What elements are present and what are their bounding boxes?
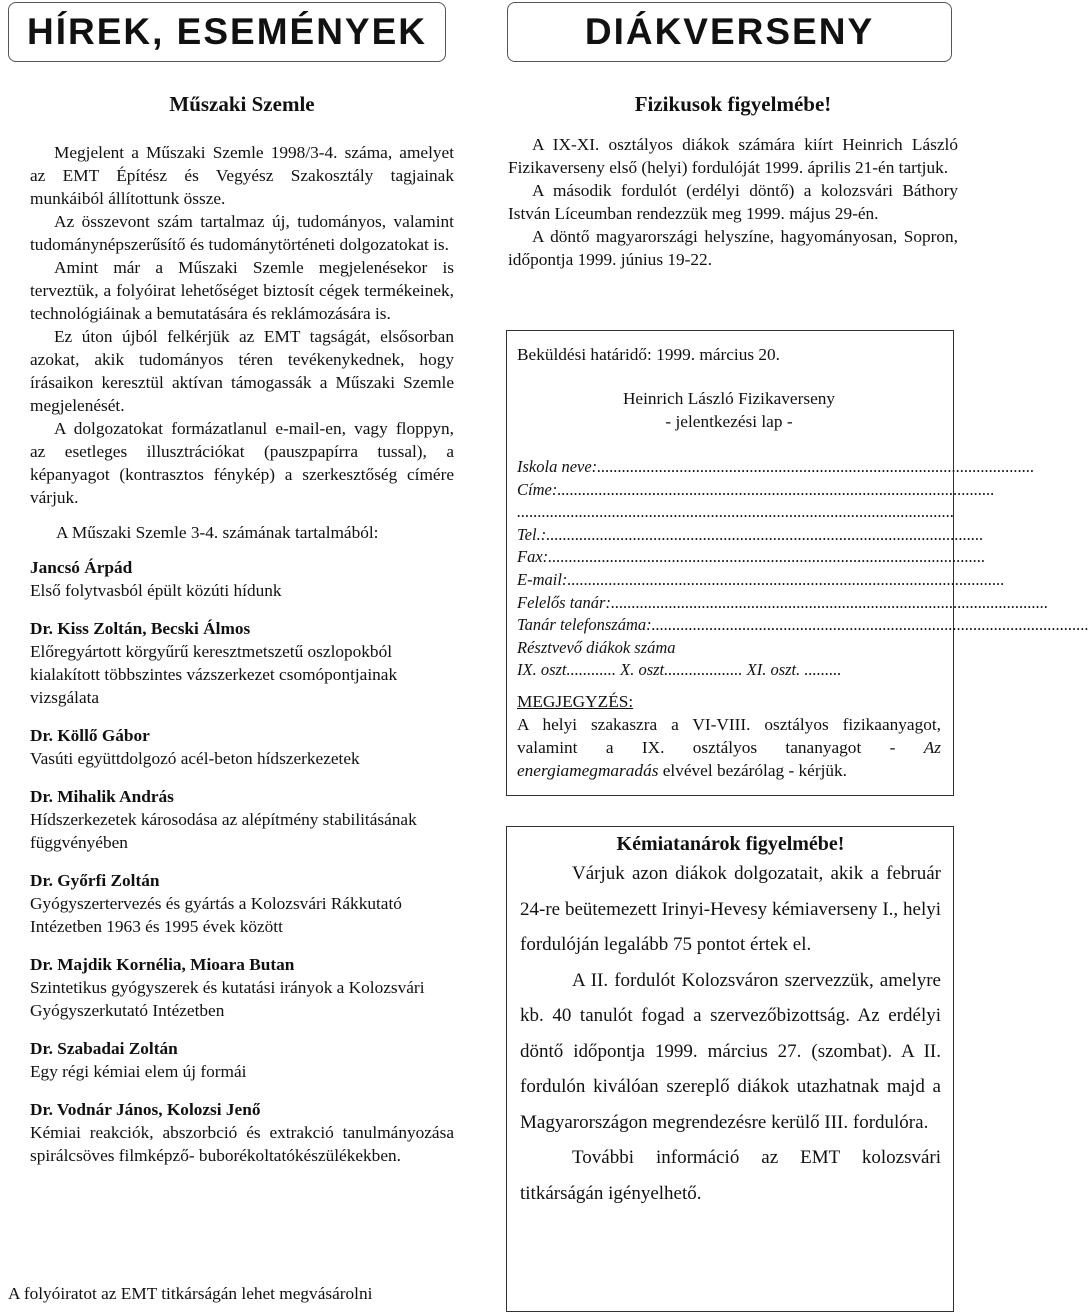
form-field-label: Fax: xyxy=(517,547,549,567)
form-field[interactable]: Iskola neve:.......................................................................................................... xyxy=(517,457,1035,476)
contents-title: Előregyártott körgyűrű keresztmetszetű oszlopokból kialakított többszintes vázszerkezet csomópontjainak vizsgálata xyxy=(30,642,398,707)
left-column xyxy=(30,92,454,1167)
contents-title: Egy régi kémiai elem új formái xyxy=(30,1062,247,1081)
article-title: Műszaki Szemle xyxy=(169,92,315,116)
form-field-label: Tel.: xyxy=(517,524,547,544)
form-field-label: Felelős tanár: xyxy=(517,592,611,612)
contents-item xyxy=(30,724,454,770)
contents-author: Dr. Kiss Zoltán, Becski Álmos xyxy=(30,619,251,638)
contents-heading: A Műszaki Szemle 3-4. számának tartalmából: xyxy=(56,523,379,542)
contents-author: Dr. Mihalik András xyxy=(30,787,174,806)
article-paragraph: A IX-XI. osztályos diákok számára kiírt Heinrich László Fizikaverseny első (helyi) fordulóját 1999. április 21-én tartjuk. xyxy=(508,135,958,177)
chemistry-paragraph: További információ az EMT kolozsvári titkárságán igényelhető. xyxy=(520,1147,941,1204)
contents-item xyxy=(30,556,454,602)
chemistry-paragraph: A II. fordulót Kolozsváron szervezzük, amelyre kb. 40 tanulót fogad a szervezőbizottság. Az erdélyi döntő időpontja 1999. március 27. (szombat). A II. fordulón kiválóan szereplő diákok utazhatnak majd a Magyarországon megrendezésre kerülő III. fordulóra. xyxy=(520,969,941,1133)
grade-10-label: X. oszt xyxy=(620,660,665,680)
contents-item xyxy=(30,617,454,709)
contents-author: Dr. Győrfi Zoltán xyxy=(30,871,160,890)
note-text-italic: Az energiamegmaradás xyxy=(517,737,941,780)
participants-label: Résztvevő diákok száma xyxy=(517,637,676,657)
application-form xyxy=(506,330,1089,796)
note-text-start: A helyi szakaszra a VI-VIII. osztályos fizikaanyagot, valamint a IX. osztályos tananyagot - xyxy=(517,714,941,757)
form-field[interactable]: E-mail:.......................................................................................................... xyxy=(517,569,1005,589)
section-title-competition: DIÁKVERSENY xyxy=(584,11,875,52)
form-field[interactable]: Fax:.......................................................................................................... xyxy=(517,547,986,567)
contents-author: Jancsó Árpád xyxy=(30,558,133,577)
contents-item xyxy=(30,785,454,854)
contents-title: Hídszerkezetek károsodása az alépítmény stabilitásának függvényében xyxy=(30,810,417,852)
form-field[interactable]: Címe:.......................................................................................................... xyxy=(517,479,995,499)
article-paragraph: A második fordulót (erdélyi döntő) a kolozsvári Báthory István Líceumban rendezzük meg 1999. május 29-én. xyxy=(508,181,958,223)
header-left xyxy=(8,2,446,62)
article-paragraph: Amint már a Műszaki Szemle megjelenésekor is terveztük, a folyóirat lehetőséget biztosít cégek termékeinek, technológiáinak a bemutatására és reklámozására is. xyxy=(30,258,454,323)
header-right xyxy=(507,2,952,62)
contents-title: Kémiai reakciók, abszorbció és extrakció tanulmányozása spirálcsöves filmképző- buborékoltatókészülékekben. xyxy=(30,1123,454,1165)
note-text xyxy=(517,713,941,782)
form-field-label: Címe: xyxy=(517,479,558,499)
footer-note: A folyóiratot az EMT titkárságán lehet megvásárolni xyxy=(8,1284,373,1303)
section-title-news: HÍREK, ESEMÉNYEK xyxy=(26,11,427,52)
form-field[interactable]: Tel.:.......................................................................................................... xyxy=(517,524,984,544)
article-paragraph: Megjelent a Műszaki Szemle 1998/3-4. száma, amelyet az EMT Építész és Vegyész Szakosztály tagjainak munkáiból állítottunk össze. xyxy=(30,143,454,208)
form-field[interactable]: Felelős tanár:.......................................................................................................... xyxy=(517,592,1049,612)
contents-author: Dr. Szabadai Zoltán xyxy=(30,1039,178,1058)
article-paragraph: Az összevont szám tartalmaz új, tudományos, valamint tudománynépszerűsítő és tudománytörténeti dolgozatokat is. xyxy=(30,212,454,254)
form-fields xyxy=(517,456,1089,682)
contents-author: Dr. Vodnár János, Kolozsi Jenő xyxy=(30,1100,261,1119)
form-field[interactable]: Tanár telefonszáma:.......................................................................................................... xyxy=(517,615,1089,635)
contents-title: Első folytvasból épült közúti hídunk xyxy=(30,581,282,600)
chemistry-box xyxy=(506,826,954,1312)
grade-9-label: IX. oszt xyxy=(517,660,567,680)
deadline: Beküldési határidő: 1999. március 20. xyxy=(517,345,781,364)
form-field-label: E-mail: xyxy=(517,569,568,589)
right-column xyxy=(508,92,958,271)
grades-row[interactable]: IX. oszt............ X. oszt................... XI. oszt. ......... xyxy=(517,660,842,680)
form-field-label: Iskola neve: xyxy=(517,457,598,476)
contents-title: Gyógyszertervezés és gyártás a Kolozsvári Rákkutató Intézetben 1963 és 1995 évek között xyxy=(30,894,402,936)
article-paragraph: A döntő magyarországi helyszíne, hagyományosan, Sopron, időpontja 1999. június 19-22. xyxy=(508,227,958,269)
contents-author: Dr. Köllő Gábor xyxy=(30,726,150,745)
contents-author: Dr. Majdik Kornélia, Mioara Butan xyxy=(30,955,295,974)
form-subtitle: - jelentkezési lap - xyxy=(665,412,793,431)
form-title: Heinrich László Fizikaverseny xyxy=(622,389,836,408)
chemistry-paragraph: Várjuk azon diákok dolgozatait, akik a február 24-re beütemezett Irinyi-Hevesy kémiaverseny I., helyi fordulóján legalább 75 pontot értek el. xyxy=(520,863,941,955)
form-field-label: Tanár telefonszáma: xyxy=(517,615,652,635)
chemistry-title: Kémiatanárok figyelmébe! xyxy=(616,833,845,855)
note-heading: MEGJEGYZÉS: xyxy=(517,691,634,711)
note-text-end: elvével bezárólag - kérjük. xyxy=(658,760,847,780)
grade-11-label: XI. oszt. xyxy=(746,660,801,680)
article-title: Fizikusok figyelmébe! xyxy=(634,92,832,116)
article-paragraph: Ez úton újból felkérjük az EMT tagságát, elsősorban azokat, akik tudományos téren tevékenykednek, hogy írásaikon keresztül aktívan támogassák a Műszaki Szemle megjelenését. xyxy=(30,327,454,415)
article-paragraph: A dolgozatokat formázatlanul e-mail-en, vagy floppyn, az esetleges illusztrációkat (pauszpapírra tussal), a képanyagot (kontrasztos fénykép) a szerkesztőség címére várjuk. xyxy=(30,419,454,507)
contents-item xyxy=(30,1098,454,1167)
contents-item xyxy=(30,1037,454,1083)
contents-item xyxy=(30,953,454,1022)
contents-title: Szintetikus gyógyszerek és kutatási irányok a Kolozsvári Gyógyszerkutató Intézetben xyxy=(30,978,425,1020)
form-field[interactable]: .......................................................................................................... xyxy=(517,502,955,522)
contents-title: Vasúti együttdolgozó acél-beton hídszerkezetek xyxy=(30,749,360,768)
contents-item xyxy=(30,869,454,938)
